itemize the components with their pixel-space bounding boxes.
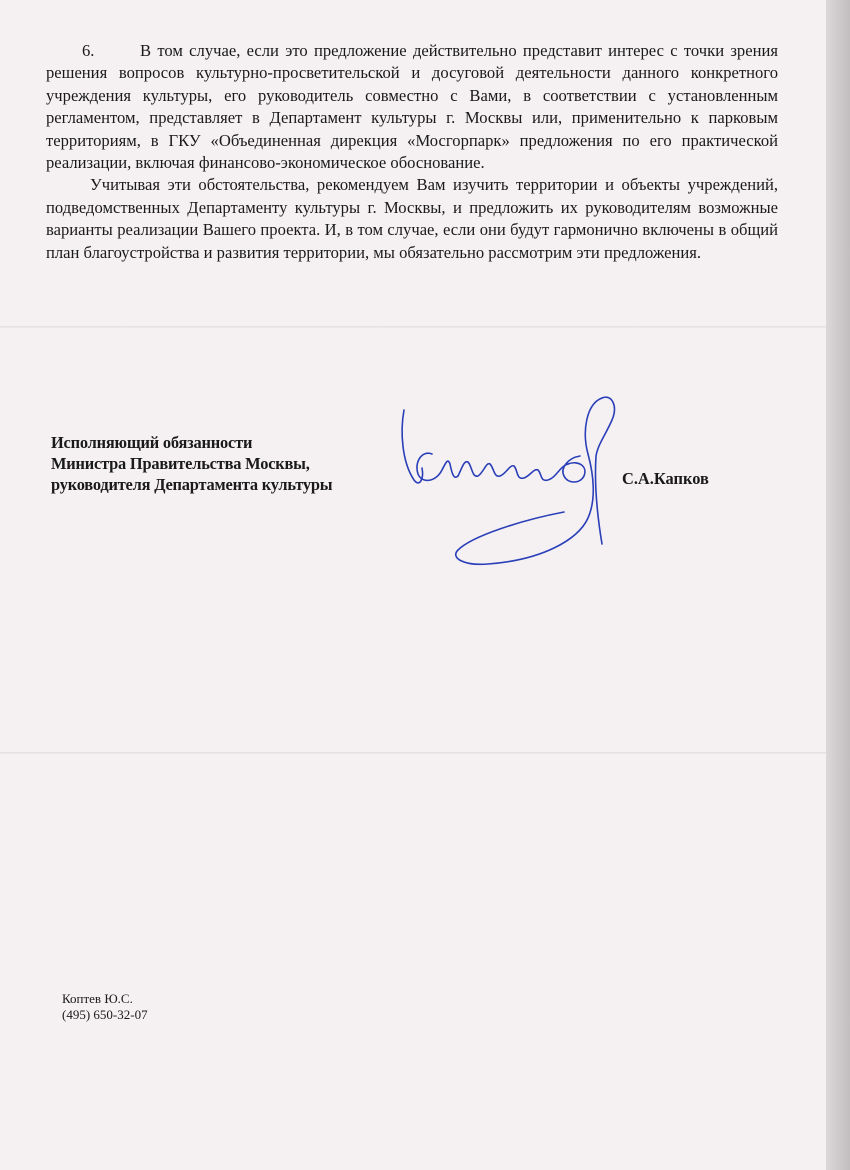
paragraph-6-text: В том случае, если это предложение действительно представит интерес с точки зрения решения вопросов культурно-просветительской и досуговой деятельности данного конкретного учреждения культуры, его руководитель совместно с Вами, в соответствии с установленным регламентом, представляет в Департамент культуры г. Москвы или, применительно к парковым территориям, в ГКУ «Объединенная дирекция «Мосгорпарк» предложения по его практической реализации, включая финансово-экономическое обоснование. — [46, 41, 778, 173]
paragraph-number: 6. — [82, 41, 95, 60]
signatory-name: С.А.Капков — [622, 469, 709, 488]
signatory-title — [51, 432, 332, 495]
signatory-title-line: руководителя Департамента культуры — [51, 475, 333, 494]
letter-body — [46, 40, 778, 264]
executor-phone: (495) 650-32-07 — [62, 1007, 148, 1022]
signatory-title-line: Исполняющий обязанности — [51, 433, 253, 452]
handwritten-signature — [392, 392, 632, 572]
paragraph-6 — [46, 40, 778, 174]
executor-info — [62, 991, 148, 1023]
executor-name: Коптев Ю.С. — [62, 991, 133, 1006]
paragraph-recommendation: Учитывая эти обстоятельства, рекомендуем Вам изучить территории и объекты учреждений, подведомственных Департаменту культуры г. Москвы, и предложить их руководителям возможные варианты реализации Вашего проекта. И, в том случае, если они будут гармонично включены в общий план благоустройства и развития территории, мы обязательно рассмотрим эти предложения. — [46, 175, 778, 262]
signatory-title-line: Министра Правительства Москвы, — [51, 454, 310, 473]
paper-fold-line — [0, 326, 826, 328]
scan-edge — [826, 0, 850, 1170]
paper-fold-line — [0, 752, 826, 754]
